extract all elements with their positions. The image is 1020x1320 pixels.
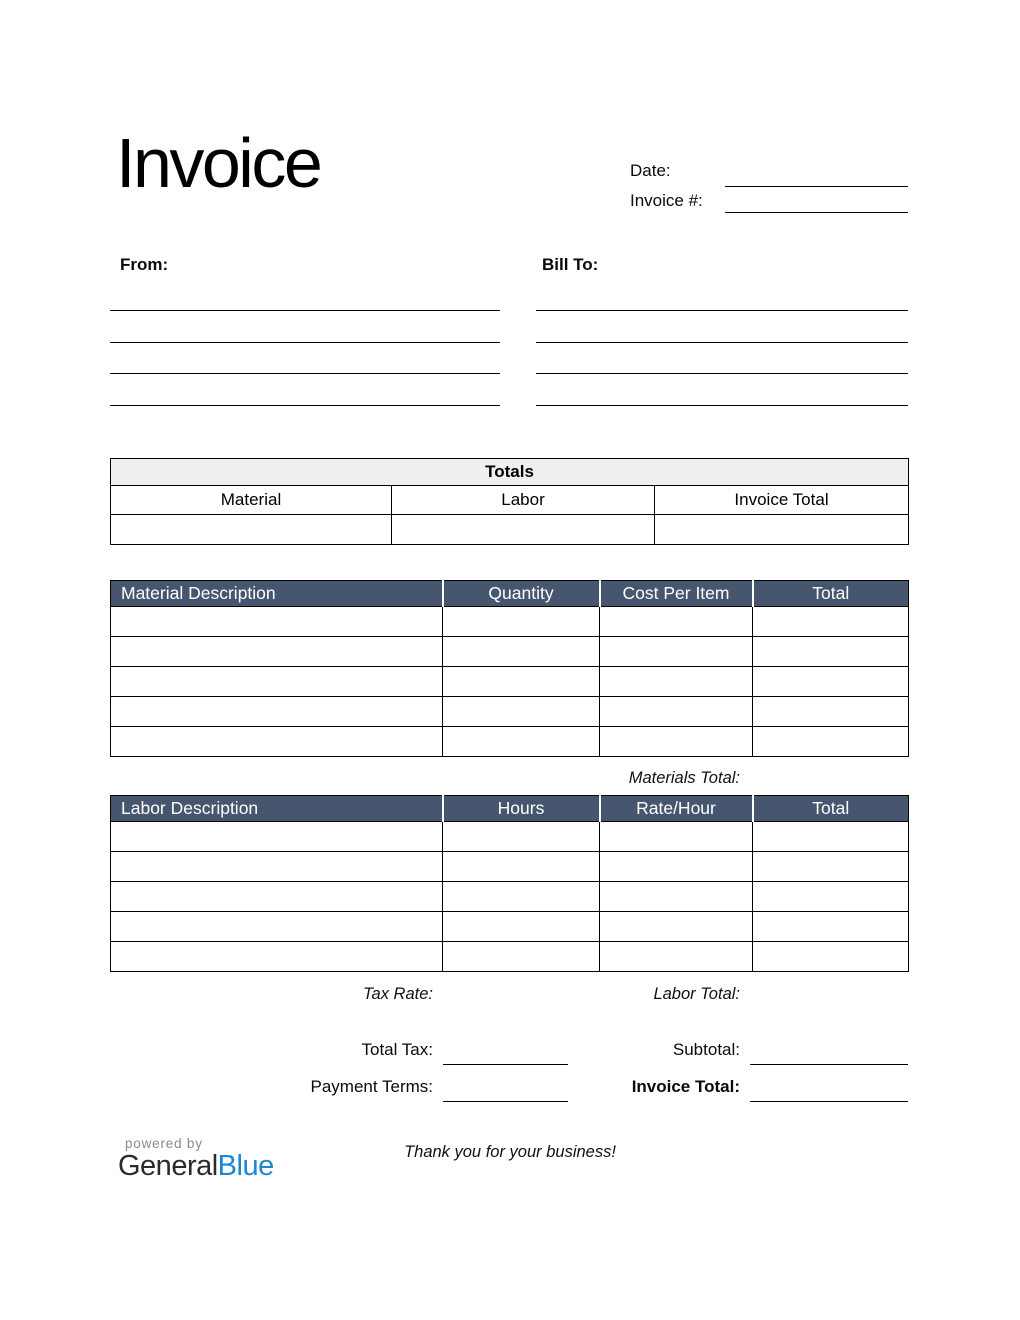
empty-cell [600,912,753,942]
bill-to-label: Bill To: [542,255,599,274]
empty-cell [753,852,909,882]
date-fill-line [725,186,908,187]
labor-header-hours: Hours [443,796,600,822]
address-fill-line [110,373,500,374]
materials-header-row [111,581,909,607]
empty-cell [111,822,443,852]
table-row [111,607,909,637]
empty-cell [753,607,909,637]
totals-table-title: Totals [111,459,909,486]
empty-cell [600,727,753,757]
address-fill-line [110,310,500,311]
brand-general-text: General [118,1150,218,1182]
empty-cell [600,667,753,697]
empty-cell [111,697,443,727]
totals-col-material: Material [111,486,392,515]
address-fill-line [536,373,908,374]
subtotal-label: Subtotal: [672,1040,740,1059]
payment-terms-label: Payment Terms: [310,1077,433,1096]
empty-cell [443,852,600,882]
empty-cell [600,852,753,882]
empty-cell [753,637,909,667]
table-row [111,727,909,757]
totals-value-row [111,515,909,545]
address-fill-line [536,405,908,406]
payment-terms-fill-line [443,1101,568,1102]
empty-cell [600,942,753,972]
empty-cell [111,882,443,912]
invoice-number-label: Invoice #: [630,191,703,210]
empty-cell [753,912,909,942]
empty-cell [443,637,600,667]
empty-cell [753,697,909,727]
invoice-number-fill-line [725,212,908,213]
totals-table [110,458,909,545]
table-row [111,822,909,852]
empty-cell [111,852,443,882]
totals-header-row [111,486,909,515]
empty-cell [600,822,753,852]
empty-cell [111,607,443,637]
empty-cell [753,667,909,697]
labor-header-row [111,796,909,822]
empty-cell [600,637,753,667]
tax-rate-label: Tax Rate: [362,985,433,1003]
invoice-total-fill-line [750,1101,908,1102]
empty-cell [443,727,600,757]
empty-cell [443,697,600,727]
labor-header-description: Labor Description [111,796,443,822]
brand-blue-text: Blue [217,1150,274,1182]
table-row [111,697,909,727]
table-row [111,667,909,697]
powered-by-text: powered by [125,1136,203,1151]
address-fill-line [110,405,500,406]
empty-cell [753,882,909,912]
materials-header-cost-per-item: Cost Per Item [600,581,753,607]
totals-labor-value [392,515,655,545]
empty-cell [443,942,600,972]
invoice-total-label: Invoice Total: [631,1077,740,1096]
thank-you-message: Thank you for your business! [404,1143,616,1161]
materials-total-label: Materials Total: [628,769,740,787]
empty-cell [443,882,600,912]
general-blue-logo [118,1150,274,1183]
labor-header-total: Total [753,796,909,822]
from-label: From: [120,255,169,274]
empty-cell [600,697,753,727]
total-tax-label: Total Tax: [361,1040,433,1059]
total-tax-fill-line [443,1064,568,1065]
page-title: Invoice [116,124,321,202]
totals-col-invoice-total: Invoice Total [655,486,909,515]
table-row [111,912,909,942]
empty-cell [600,882,753,912]
empty-cell [753,822,909,852]
totals-title-row [111,459,909,486]
labor-table-body [111,822,909,972]
bill-to-address-lines [536,310,908,436]
empty-cell [600,607,753,637]
date-label: Date: [630,161,671,180]
empty-cell [443,667,600,697]
empty-cell [111,912,443,942]
empty-cell [443,912,600,942]
table-row [111,852,909,882]
materials-header-total: Total [753,581,909,607]
totals-invoice-total-value [655,515,909,545]
labor-total-label: Labor Total: [653,985,740,1003]
empty-cell [753,727,909,757]
empty-cell [443,607,600,637]
materials-table [110,580,909,757]
from-address-lines [110,310,500,436]
empty-cell [111,727,443,757]
materials-header-description: Material Description [111,581,443,607]
totals-material-value [111,515,392,545]
empty-cell [753,942,909,972]
table-row [111,882,909,912]
materials-table-body [111,607,909,757]
labor-header-rate-per-hour: Rate/Hour [600,796,753,822]
empty-cell [111,942,443,972]
subtotal-fill-line [750,1064,908,1065]
address-fill-line [536,342,908,343]
totals-col-labor: Labor [392,486,655,515]
materials-header-quantity: Quantity [443,581,600,607]
empty-cell [111,667,443,697]
table-row [111,942,909,972]
address-fill-line [110,342,500,343]
empty-cell [443,822,600,852]
empty-cell [111,637,443,667]
table-row [111,637,909,667]
address-fill-line [536,310,908,311]
labor-table [110,795,909,972]
